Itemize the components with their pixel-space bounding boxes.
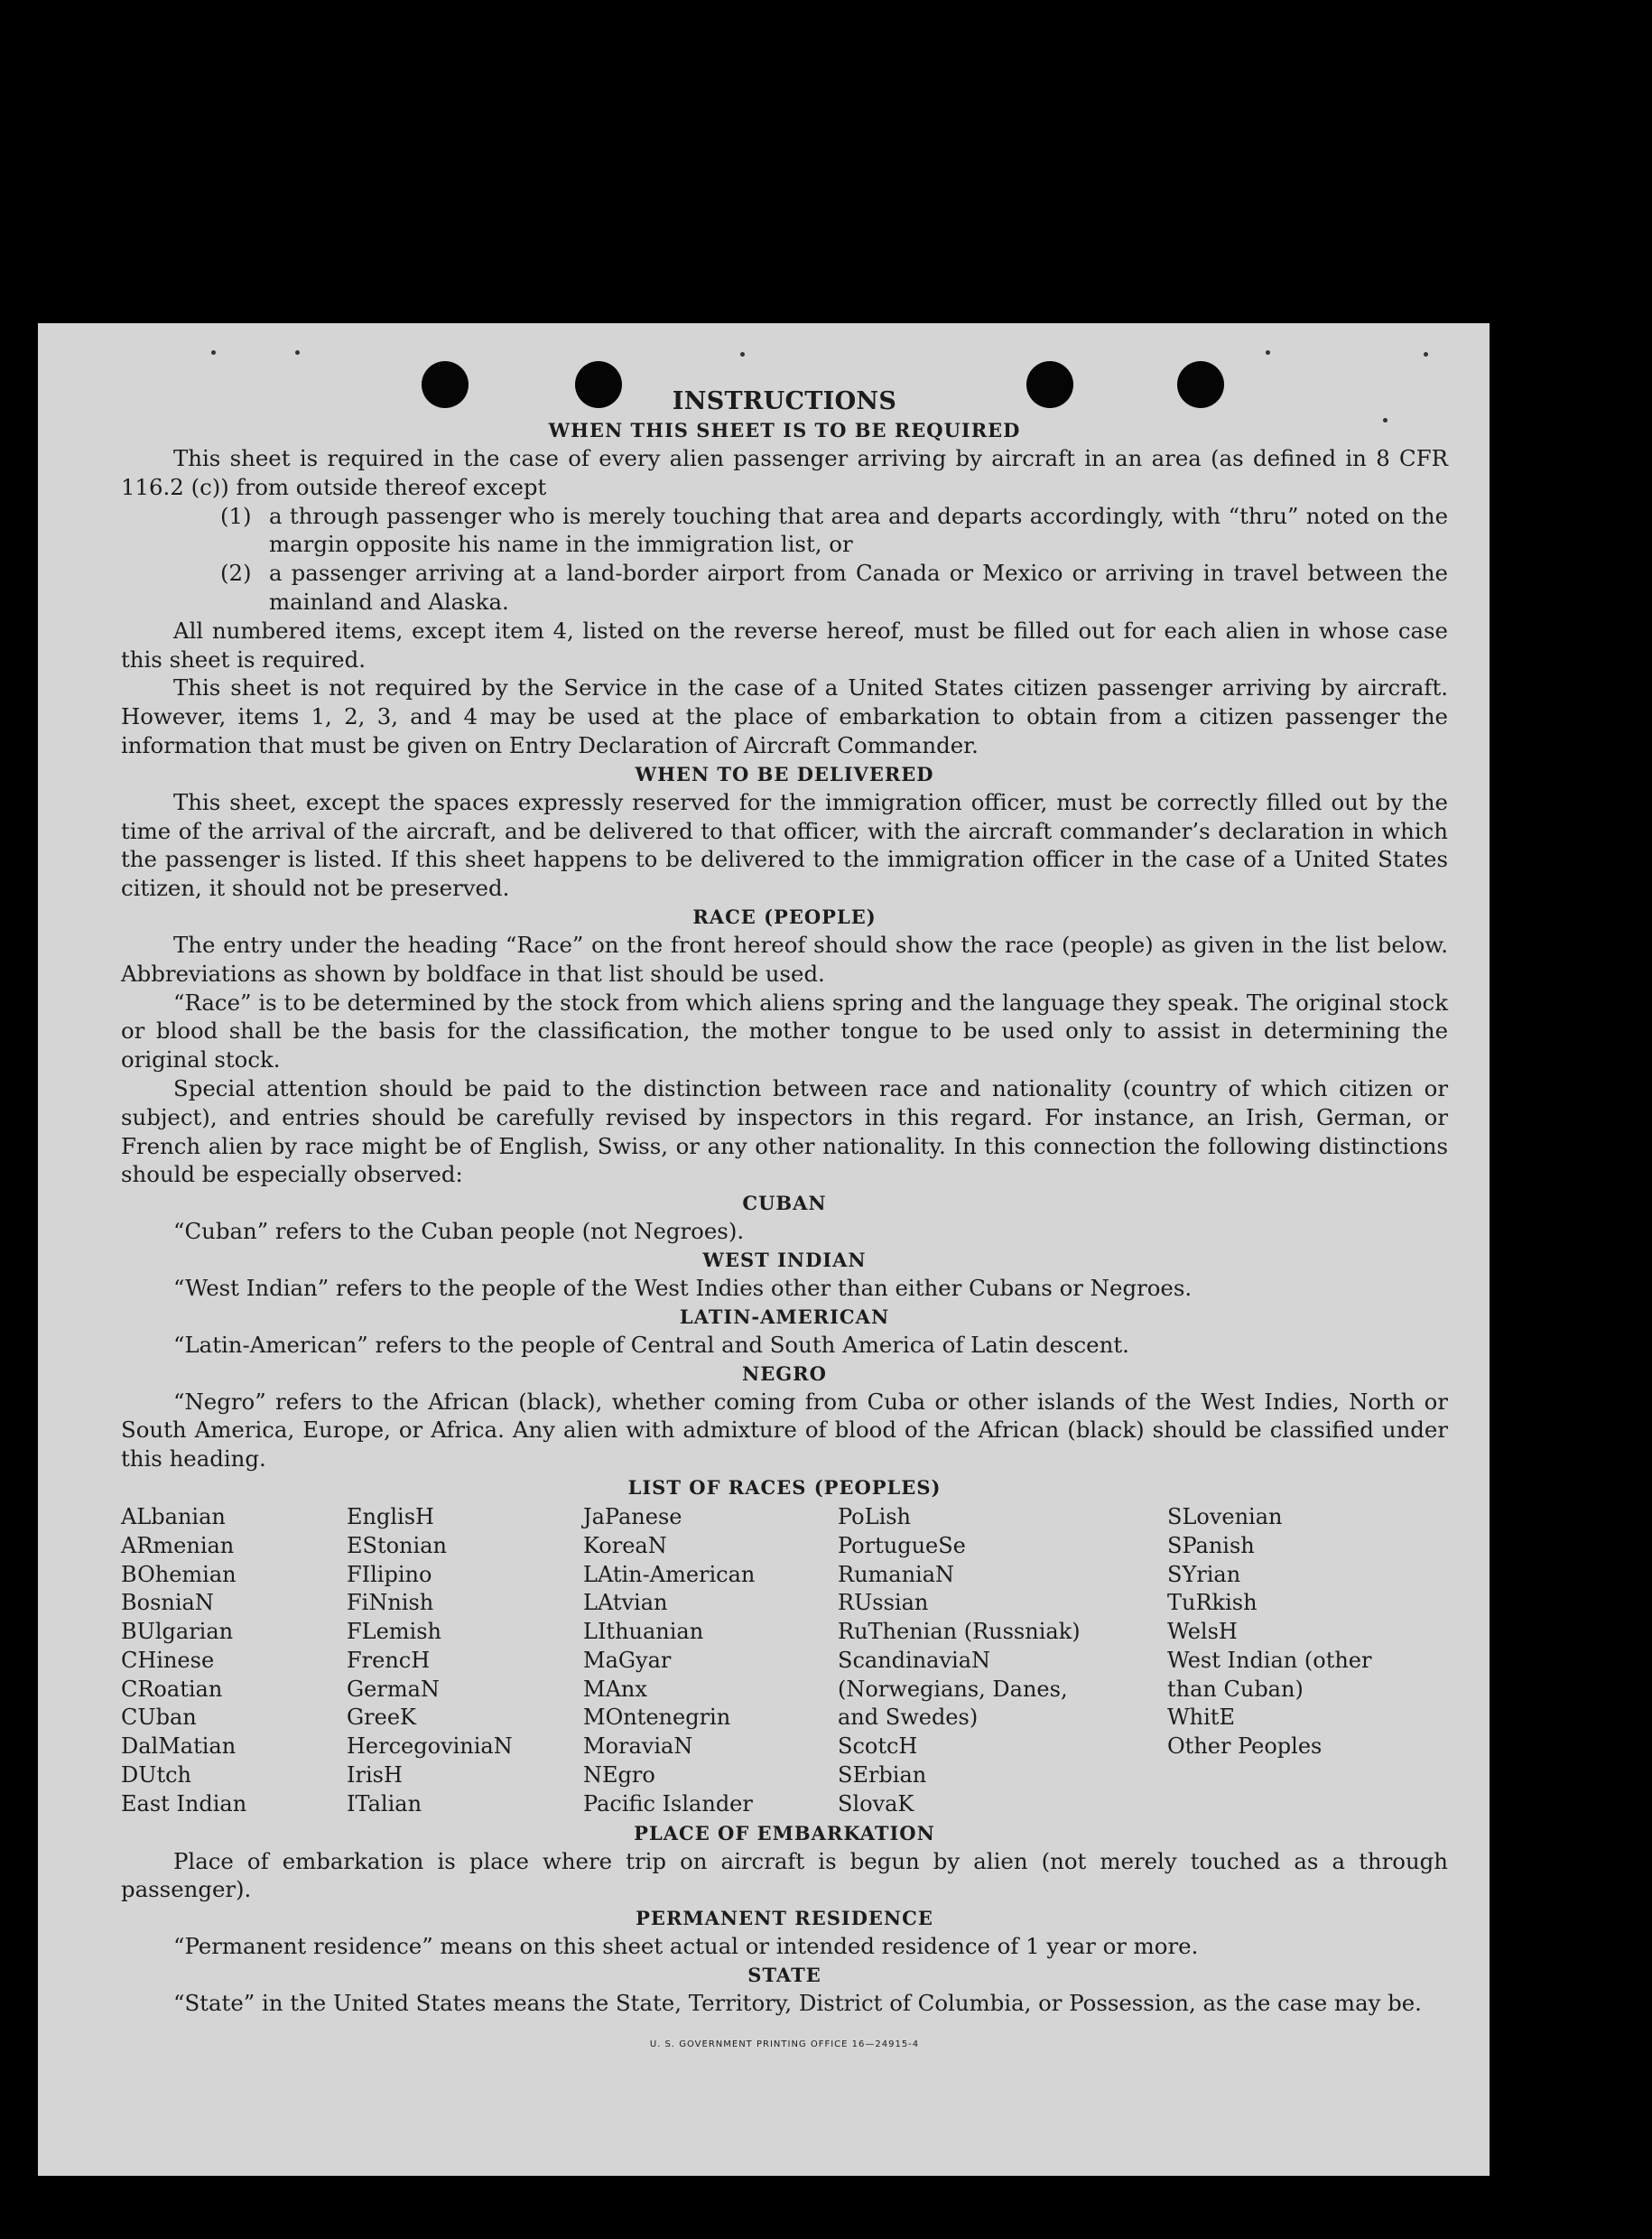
races-table: [121, 1503, 1448, 1819]
race-entry: RUssian: [838, 1590, 929, 1616]
speck: [211, 350, 216, 355]
race-entry: SErbian: [838, 1762, 927, 1788]
paragraph: All numbered items, except item 4, listed on the reverse hereof, must be filled out for each alien in whose case this sheet is required.: [121, 617, 1448, 673]
item-number: (2): [220, 560, 252, 587]
race-entry: ScotcH: [838, 1733, 918, 1760]
paragraph: “Cuban” refers to the Cuban people (not Negroes).: [173, 1218, 745, 1245]
race-entry: MoraviaN: [583, 1733, 693, 1760]
race-entry: SLovenian: [1167, 1503, 1283, 1529]
race-entry: FrencH: [347, 1647, 431, 1673]
race-entry: LAtin-American: [583, 1561, 756, 1587]
section-heading-required: WHEN THIS SHEET IS TO BE REQUIRED: [548, 419, 1021, 441]
race-entry: Pacific Islander: [583, 1790, 753, 1816]
race-entry: ITalian: [347, 1790, 422, 1816]
paragraph: “Permanent residence” means on this sheet actual or intended residence of 1 year or more.: [173, 1933, 1199, 1960]
speck: [295, 350, 300, 355]
paragraph: “Latin-American” refers to the people of Central and South America of Latin descent.: [173, 1331, 1129, 1358]
item-text: a passenger arriving at a land-border airport from Canada or Mexico or arriving in travel between the mainland and Alaska.: [269, 560, 1448, 615]
race-entry: BUlgarian: [121, 1619, 234, 1645]
races-column-4: [838, 1503, 1167, 1819]
paragraph: “Race” is to be determined by the stock from which aliens spring and the language they speak. The original stock or blood shall be the basis for the classification, the mother tongue to be used only to assist in determining the original stock.: [121, 989, 1448, 1073]
paragraph: “Negro” refers to the African (black), whether coming from Cuba or other islands of the West Indies, North or South America, Europe, or Africa. Any alien with admixture of blood of the African (black) should be classified under this heading.: [121, 1388, 1448, 1473]
exception-item-2: [220, 559, 1448, 617]
race-entry: SPanish: [1167, 1532, 1255, 1558]
race-entry: CHinese: [121, 1647, 215, 1673]
item-number: (1): [220, 502, 252, 529]
paragraph: “State” in the United States means the State, Territory, District of Columbia, or Possession, as the case may be.: [173, 1990, 1422, 2017]
race-entry: MAnx: [583, 1676, 647, 1702]
paragraph: Place of embarkation is place where trip on aircraft is begun by alien (not merely touched as a through passenger).: [121, 1847, 1448, 1903]
speck: [740, 352, 745, 357]
race-entry: LAtvian: [583, 1590, 668, 1616]
race-entry: WelsH: [1167, 1619, 1238, 1645]
race-entry: JaPanese: [583, 1503, 682, 1529]
race-entry: WhitE: [1167, 1705, 1235, 1731]
races-column-5: [1167, 1503, 1448, 1819]
race-entry: GreeK: [347, 1705, 416, 1731]
item-text: a through passenger who is merely touching that area and departs accordingly, with “thru” noted on the margin opposite his name in the immigration list, or: [269, 502, 1448, 558]
race-entry: PortugueSe: [838, 1532, 966, 1558]
section-heading-delivered: WHEN TO BE DELIVERED: [635, 762, 934, 785]
paragraph: This sheet is required in the case of every alien passenger arriving by aircraft in an area (as defined in 8 CFR 116.2 (c)) from outside thereof except: [121, 445, 1448, 500]
section-heading-races-list: LIST OF RACES (PEOPLES): [627, 1475, 942, 1499]
race-entry: MOntenegrin: [583, 1705, 731, 1731]
races-column-1: [121, 1503, 347, 1819]
section-heading-state: STATE: [747, 1964, 821, 1987]
speck: [1266, 350, 1270, 355]
race-entry: RuThenian (Russniak): [838, 1619, 1081, 1645]
paragraph: “West Indian” refers to the people of the West Indies other than either Cubans or Negroes.: [173, 1274, 1193, 1301]
race-entry: BosniaN: [121, 1590, 214, 1616]
race-entry: IrisH: [347, 1762, 403, 1788]
paragraph: Special attention should be paid to the distinction between race and nationality (country of which citizen or subject), and entries should be carefully revised by inspectors in this regard. For instance, an Irish, German, or French alien by race might be of English, Swiss, or any other nationality. In this connection the following distinctions should be especially observed:: [121, 1074, 1448, 1188]
race-entry: EnglisH: [347, 1503, 434, 1529]
race-entry: GermaN: [347, 1676, 440, 1702]
section-heading-negro: NEGRO: [742, 1361, 827, 1385]
race-entry: MaGyar: [583, 1647, 672, 1673]
race-entry: DalMatian: [121, 1733, 237, 1760]
race-entry: East Indian: [121, 1790, 247, 1816]
race-entry: HercegoviniaN: [347, 1733, 513, 1760]
instructions-content: [121, 386, 1448, 2059]
race-entry: CRoatian: [121, 1676, 223, 1702]
page-title: INSTRUCTIONS: [672, 387, 897, 415]
race-entry: KoreaN: [583, 1532, 667, 1558]
section-heading-race: RACE (PEOPLE): [692, 905, 877, 928]
race-entry: ALbanian: [121, 1503, 226, 1529]
form-sheet: [38, 323, 1490, 2176]
section-heading-residence: PERMANENT RESIDENCE: [636, 1907, 933, 1930]
race-entry: ScandinaviaN (Norwegians, Danes, and Swedes): [838, 1647, 1068, 1731]
race-entry: FLemish: [347, 1619, 441, 1645]
races-column-2: [347, 1503, 583, 1819]
section-heading-embarkation: PLACE OF EMBARKATION: [634, 1821, 935, 1844]
race-entry: Other Peoples: [1167, 1733, 1323, 1760]
race-entry: BOhemian: [121, 1561, 237, 1587]
exception-item-1: [220, 502, 1448, 560]
race-entry: TuRkish: [1167, 1590, 1258, 1616]
paragraph: The entry under the heading “Race” on the front hereof should show the race (people) as given in the list below. Abbreviations as shown by boldface in that list should be used.: [121, 931, 1448, 987]
race-entry: CUban: [121, 1705, 197, 1731]
section-heading-cuban: CUBAN: [742, 1192, 827, 1215]
paragraph: This sheet, except the spaces expressly reserved for the immigration officer, must be correctly filled out by the time of the arrival of the aircraft, and be delivered to that officer, with the aircraft commander’s declaration in which the passenger is listed. If this sheet happens to be delivered to the immigration officer in the case of a United States citizen, it should not be preserved.: [121, 788, 1448, 902]
race-entry: EStonian: [347, 1532, 447, 1558]
paragraph: This sheet is not required by the Service in the case of a United States citizen passenger arriving by aircraft. However, items 1, 2, 3, and 4 may be used at the place of embarkation to obtain from a citizen passenger the information that must be given on Entry Declaration of Aircraft Commander.: [121, 674, 1448, 758]
race-entry: NEgro: [583, 1762, 655, 1788]
races-column-3: [583, 1503, 838, 1819]
speck: [1424, 352, 1428, 357]
race-entry: SlovaK: [838, 1790, 914, 1816]
race-entry: SYrian: [1167, 1561, 1241, 1587]
section-heading-west-indian: WEST INDIAN: [702, 1248, 867, 1271]
race-entry: FiNnish: [347, 1590, 434, 1616]
race-entry: FIlipino: [347, 1561, 432, 1587]
race-entry: LIthuanian: [583, 1619, 704, 1645]
race-entry: ARmenian: [121, 1532, 235, 1558]
race-entry: DUtch: [121, 1762, 192, 1788]
race-entry: PoLish: [838, 1503, 912, 1529]
race-entry: RumaniaN: [838, 1561, 955, 1587]
race-entry: West Indian (other than Cuban): [1167, 1647, 1372, 1702]
printer-imprint: U. S. GOVERNMENT PRINTING OFFICE 16—24915-4: [649, 2039, 920, 2049]
section-heading-latin-american: LATIN-AMERICAN: [679, 1305, 890, 1328]
